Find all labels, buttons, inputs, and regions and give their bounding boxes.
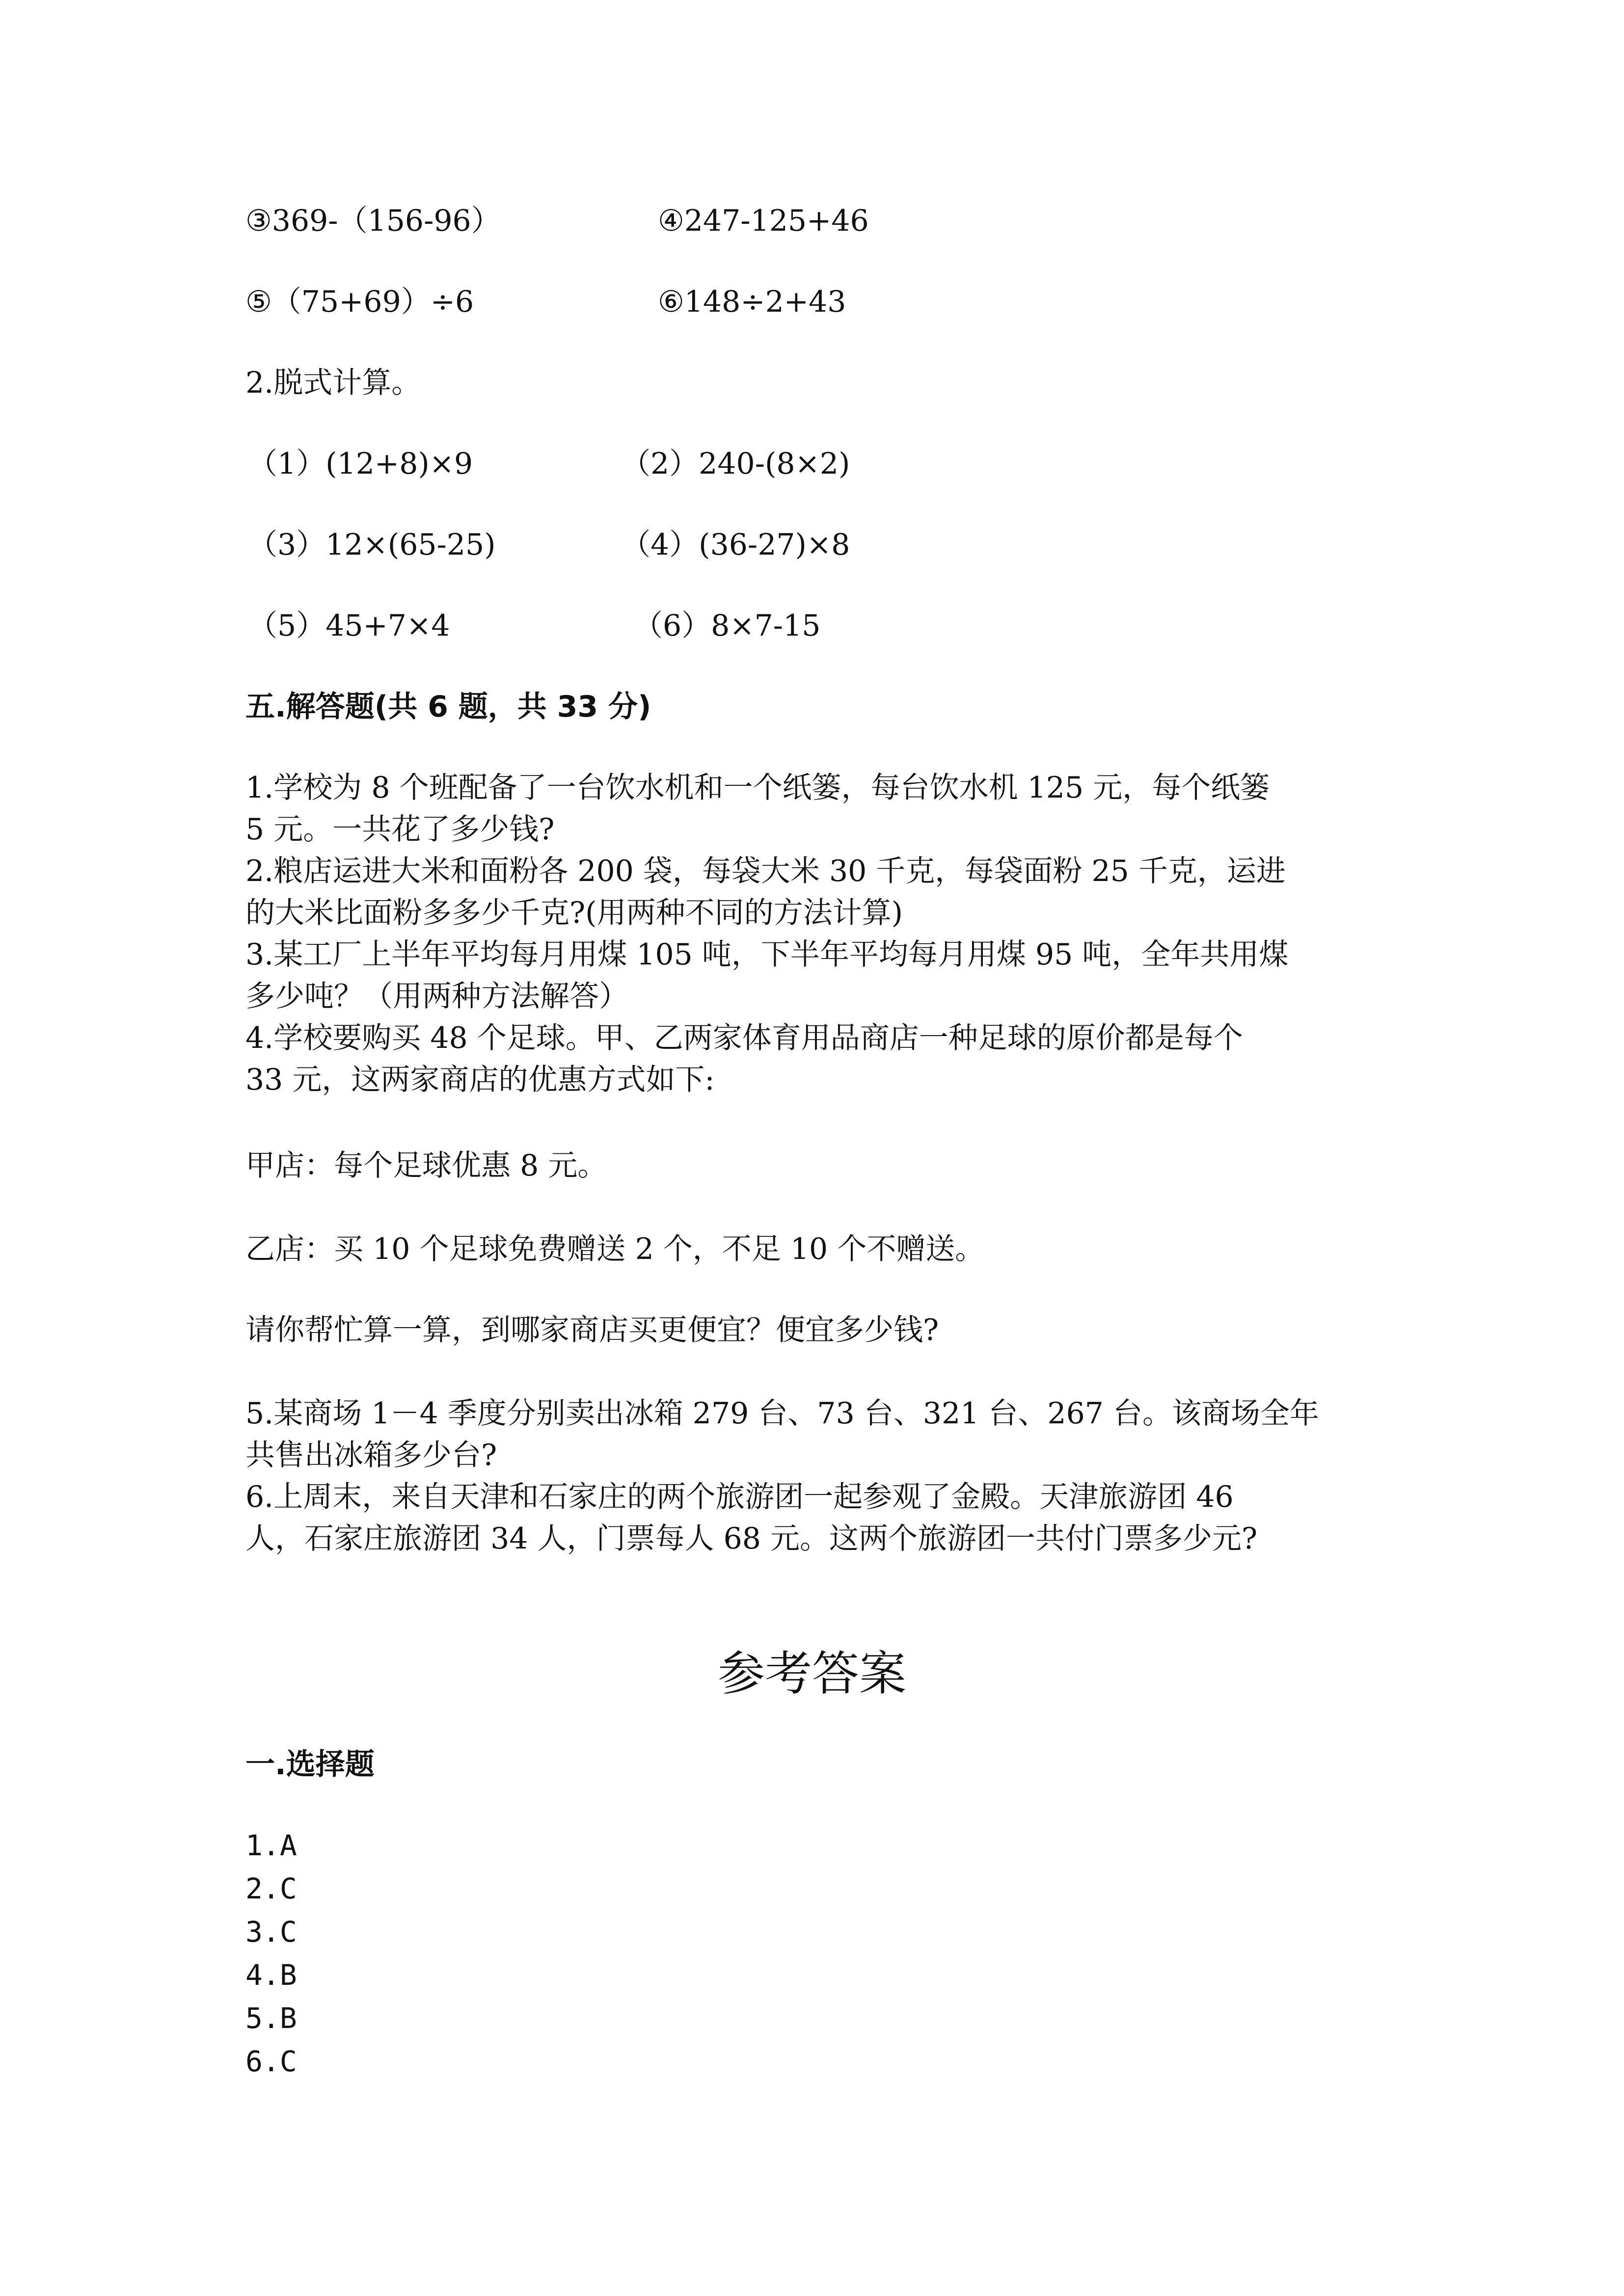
q2-item-1: （1）(12+8)×9 xyxy=(248,447,473,481)
q2-item-2: （2）240-(8×2) xyxy=(621,447,850,481)
problem-line-10: 共售出冰箱多少台? xyxy=(245,1438,497,1472)
problem-line-12: 人，石家庄旅游团 34 人，门票每人 68 元。这两个旅游团一共付门票多少元? xyxy=(245,1522,1258,1556)
q2-item-6: （6）8×7-15 xyxy=(633,609,821,643)
problem-line-6: 多少吨？（用两种方法解答） xyxy=(245,979,628,1014)
calc-row-5-left: ⑤（75+69）÷6 xyxy=(245,285,474,319)
q2-item-3: （3）12×(65-25) xyxy=(248,528,496,562)
answer-item: 6.C xyxy=(245,2045,297,2078)
shop-a-offer: 甲店：每个足球优惠 8 元。 xyxy=(245,1148,607,1183)
compare-question: 请你帮忙算一算，到哪家商店买更便宜？便宜多少钱? xyxy=(245,1313,939,1347)
answer-item: 4.B xyxy=(245,1958,297,1992)
section5-title: 五.解答题(共 6 题，共 33 分) xyxy=(245,690,651,724)
problem-line-2: 5 元。一共花了多少钱? xyxy=(245,812,555,847)
answer-item: 1.A xyxy=(245,1829,297,1862)
problem-line-3: 2.粮店运进大米和面粉各 200 袋，每袋大米 30 千克，每袋面粉 25 千克，运进 xyxy=(245,854,1286,888)
problem-line-11: 6.上周末，来自天津和石家庄的两个旅游团一起参观了金殿。天津旅游团 46 xyxy=(245,1480,1234,1514)
shop-b-offer: 乙店：买 10 个足球免费赠送 2 个，不足 10 个不赠送。 xyxy=(245,1232,985,1266)
answer-item: 5.B xyxy=(245,2002,297,2035)
calc-row-3-right: ④247-125+46 xyxy=(658,204,869,238)
problem-line-5: 3.某工厂上半年平均每月用煤 105 吨，下半年平均每月用煤 95 吨，全年共用煤 xyxy=(245,937,1289,972)
problem-line-9: 5.某商场 1－4 季度分别卖出冰箱 279 台、73 台、321 台、267 台。该商场全年 xyxy=(245,1396,1320,1431)
q2-title: 2.脱式计算。 xyxy=(245,366,421,400)
problem-line-1: 1.学校为 8 个班配备了一台饮水机和一个纸篓，每台饮水机 125 元，每个纸篓 xyxy=(245,771,1270,805)
answers-section1-title: 一.选择题 xyxy=(245,1747,375,1782)
answer-item: 2.C xyxy=(245,1872,297,1905)
answer-item: 3.C xyxy=(245,1915,297,1949)
problem-line-7: 4.学校要购买 48 个足球。甲、乙两家体育用品商店一种足球的原价都是每个 xyxy=(245,1021,1243,1055)
problem-line-8: 33 元，这两家商店的优惠方式如下: xyxy=(245,1063,715,1097)
answers-title: 参考答案 xyxy=(718,1646,906,1701)
calc-row-3-left: ③369-（156-96） xyxy=(245,204,501,238)
q2-item-5: （5）45+7×4 xyxy=(248,609,450,643)
problem-line-4: 的大米比面粉多多少千克?(用两种不同的方法计算) xyxy=(245,896,903,930)
calc-row-5-right: ⑥148÷2+43 xyxy=(658,285,846,319)
q2-item-4: （4）(36-27)×8 xyxy=(621,528,850,562)
